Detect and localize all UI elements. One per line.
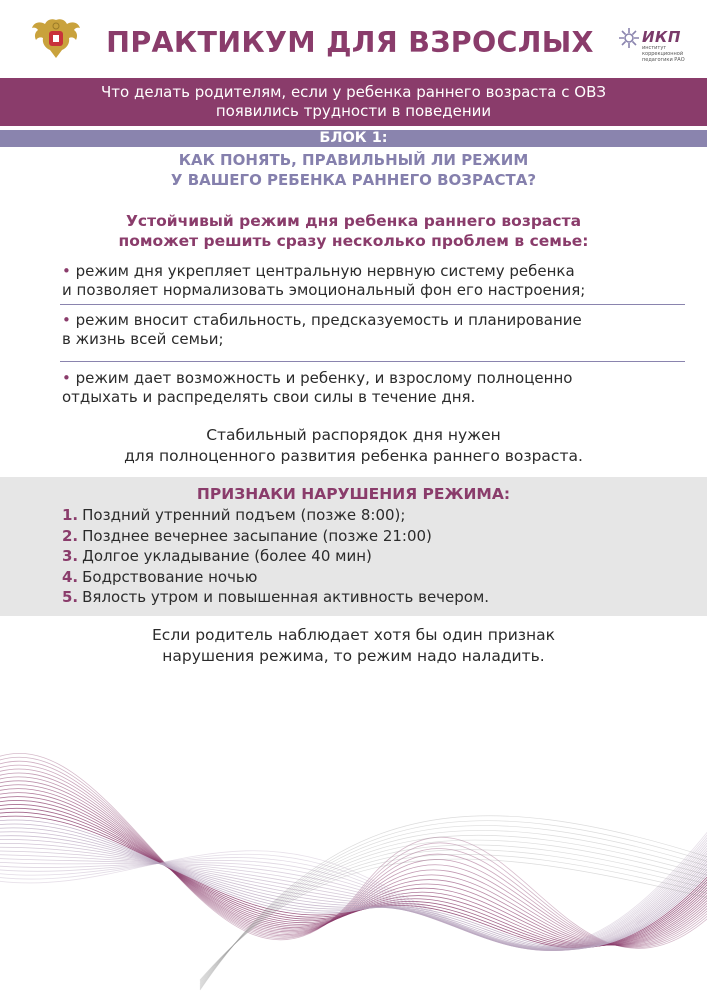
wave-line [0,800,707,946]
coat-of-arms-icon [30,16,82,62]
sign-number: 1. [62,506,79,524]
conclusion-note [0,625,707,667]
wave-line [0,808,707,947]
bullet-text-line-2: и позволяет нормализовать эмоциональный фон его настроения; [62,281,586,299]
logo-subtitle: институт коррекционной педагогики РАО [642,45,685,63]
bullet-text-line-2: в жизнь всей семьи; [62,330,224,348]
page-title: ПРАКТИКУМ ДЛЯ ВЗРОСЛЫХ [106,26,594,59]
stable-routine-note [0,425,707,467]
decorative-waves [0,740,707,1000]
block-title-line-1: КАК ПОНЯТЬ, ПРАВИЛЬНЫЙ ЛИ РЕЖИМ [178,151,529,169]
list-item [60,259,685,305]
intro-line-2: поможет решить сразу несколько проблем в семье: [118,232,589,250]
bullet-icon: • [62,262,71,280]
list-item [62,587,489,608]
stable-line-1: Стабильный распорядок дня нужен [206,426,501,444]
sign-number: 5. [62,588,79,606]
bullet-icon: • [62,311,71,329]
list-item [60,305,685,362]
stable-line-2: для полноценного развития ребенка раннего возраста. [124,447,583,465]
conclusion-line-2: нарушения режима, то режим надо наладить. [162,647,545,665]
bullet-text-line-1: режим дает возможность и ребенку, и взрослому полноценно [75,369,573,387]
bullet-text-line-2: отдыхать и распределять свои силы в течение дня. [62,388,476,406]
conclusion-line-1: Если родитель наблюдает хотя бы один признак [152,626,555,644]
logo-name: ИКП [642,28,681,46]
wave-line [0,820,707,949]
signs-list [62,505,489,608]
list-item [62,526,489,547]
block-title [0,150,707,190]
intro-line-1: Устойчивый режим дня ребенка раннего возраста [125,212,582,230]
subtitle-line-1: Что делать родителям, если у ребенка раннего возраста с ОВЗ [101,83,606,101]
block-title-line-2: У ВАШЕГО РЕБЕНКА РАННЕГО ВОЗРАСТА? [170,171,537,189]
sign-text: Поздний утренний подъем (позже 8:00); [82,506,406,524]
block-label: БЛОК 1: [0,130,707,147]
wave-line [0,793,707,946]
subtitle-line-2: появились трудности в поведении [215,102,492,120]
list-item [62,567,489,588]
sign-text: Долгое укладывание (более 40 мин) [82,547,372,565]
ikp-logo-icon [617,26,641,50]
signs-panel [0,477,707,616]
wave-line [0,765,707,946]
list-item [62,505,489,526]
intro-heading [0,211,707,251]
bullet-text-line-1: режим дня укрепляет центральную нервную систему ребенка [75,262,575,280]
sign-number: 2. [62,526,79,545]
wave-line [0,785,707,945]
subtitle-band [0,78,707,126]
sign-text: Позднее вечернее засыпание (позже 21:00) [82,526,432,545]
bullet-text-line-1: режим вносит стабильность, предсказуемость и планирование [75,311,582,329]
sign-number: 3. [62,547,79,565]
list-item [62,546,489,567]
signs-title: ПРИЗНАКИ НАРУШЕНИЯ РЕЖИМА: [196,485,511,503]
ikp-logo [617,26,695,70]
benefits-list [60,259,685,407]
list-item [60,362,685,407]
sign-text: Вялость утром и повышенная активность вечером. [82,588,490,606]
bullet-icon: • [62,369,71,387]
sign-text: Бодрствование ночью [82,567,258,586]
sign-number: 4. [62,567,79,586]
